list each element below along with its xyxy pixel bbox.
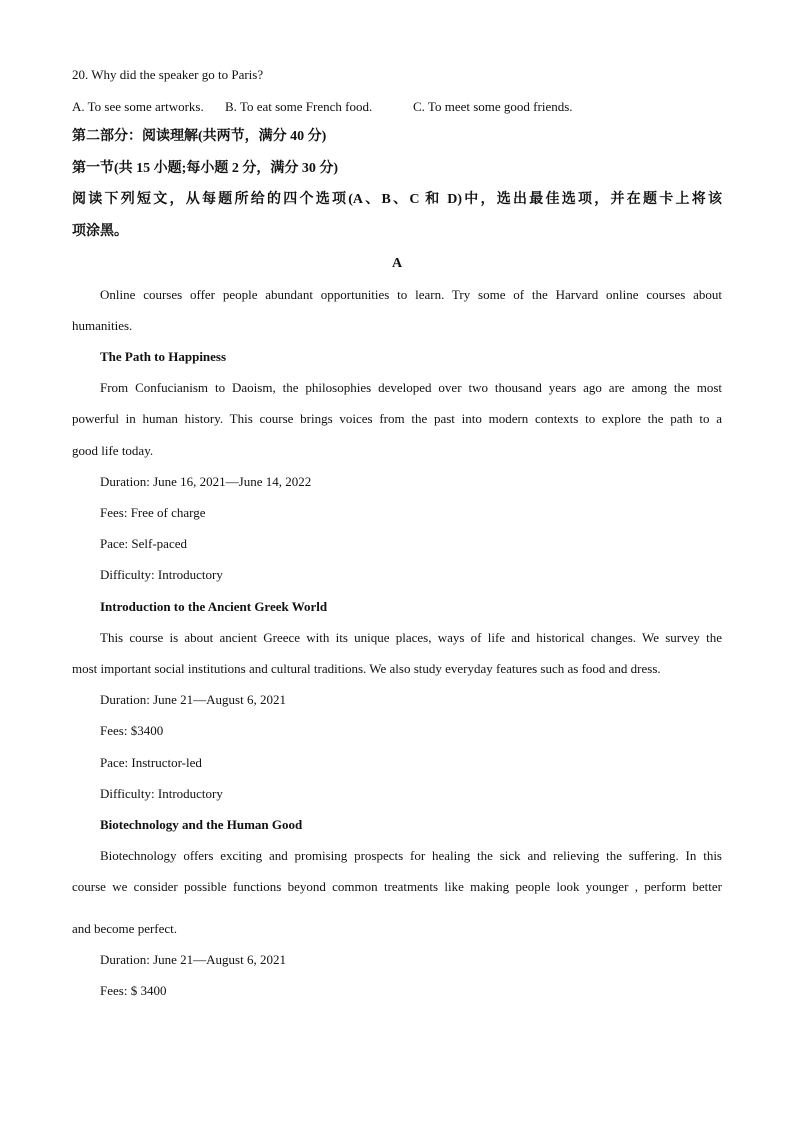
course-fees: Fees: $ 3400 bbox=[100, 983, 167, 998]
course-duration: Duration: June 21—August 6, 2021 bbox=[100, 692, 286, 707]
course-difficulty: Difficulty: Introductory bbox=[100, 786, 223, 801]
course-desc-line: This course is about ancient Greece with its unique places, ways of life and historical changes. We survey the bbox=[100, 630, 722, 645]
course-pace: Pace: Instructor-led bbox=[100, 755, 202, 770]
option-b: B. To eat some French food. bbox=[225, 99, 373, 114]
course-pace: Pace: Self-paced bbox=[100, 536, 187, 551]
course-fees: Fees: $3400 bbox=[100, 723, 164, 738]
course-fees: Fees: Free of charge bbox=[100, 505, 206, 520]
section1-heading: 第一节(共 15 小题;每小题 2 分，满分 30 分) bbox=[72, 161, 338, 176]
option-a: A. To see some artworks. bbox=[72, 99, 204, 114]
option-c: C. To meet some good friends. bbox=[413, 99, 573, 114]
course-desc-line: From Confucianism to Daoism, the philosophies developed over two thousand years ago are among the most bbox=[100, 380, 722, 395]
course-difficulty: Difficulty: Introductory bbox=[100, 567, 223, 582]
course-title: The Path to Happiness bbox=[100, 349, 227, 364]
course-desc-line: most important social institutions and cultural traditions. We also study everyday features such as food and dress. bbox=[72, 661, 661, 676]
course-desc-line: powerful in human history. This course brings voices from the past into modern contexts to explore the path to a bbox=[72, 411, 722, 426]
course-title: Introduction to the Ancient Greek World bbox=[100, 599, 328, 614]
part2-heading: 第二部分：阅读理解(共两节，满分 40 分) bbox=[72, 129, 327, 144]
course-desc-line: Biotechnology offers exciting and promising prospects for healing the sick and relieving the suffering. In this bbox=[100, 848, 722, 863]
passage-label: A bbox=[391, 256, 403, 271]
instruction-line-2: 项涂黑。 bbox=[72, 224, 128, 239]
course-desc-line: and become perfect. bbox=[72, 921, 178, 936]
question-20-options bbox=[72, 98, 573, 116]
course-title: Biotechnology and the Human Good bbox=[100, 817, 303, 832]
course-duration: Duration: June 21—August 6, 2021 bbox=[100, 952, 286, 967]
intro-line-1: Online courses offer people abundant opportunities to learn. Try some of the Harvard online courses about bbox=[100, 287, 722, 302]
course-desc-line: course we consider possible functions beyond common treatments like making people look younger , perform better bbox=[72, 879, 722, 894]
course-duration: Duration: June 16, 2021—June 14, 2022 bbox=[100, 474, 312, 489]
question-20-text: 20. Why did the speaker go to Paris? bbox=[72, 67, 264, 82]
course-desc-line: good life today. bbox=[72, 443, 154, 458]
instruction-line-1: 阅读下列短文，从每题所给的四个选项(A、B、C 和 D)中，选出最佳选项，并在题卡上将该 bbox=[72, 192, 722, 207]
intro-line-2: humanities. bbox=[72, 318, 133, 333]
